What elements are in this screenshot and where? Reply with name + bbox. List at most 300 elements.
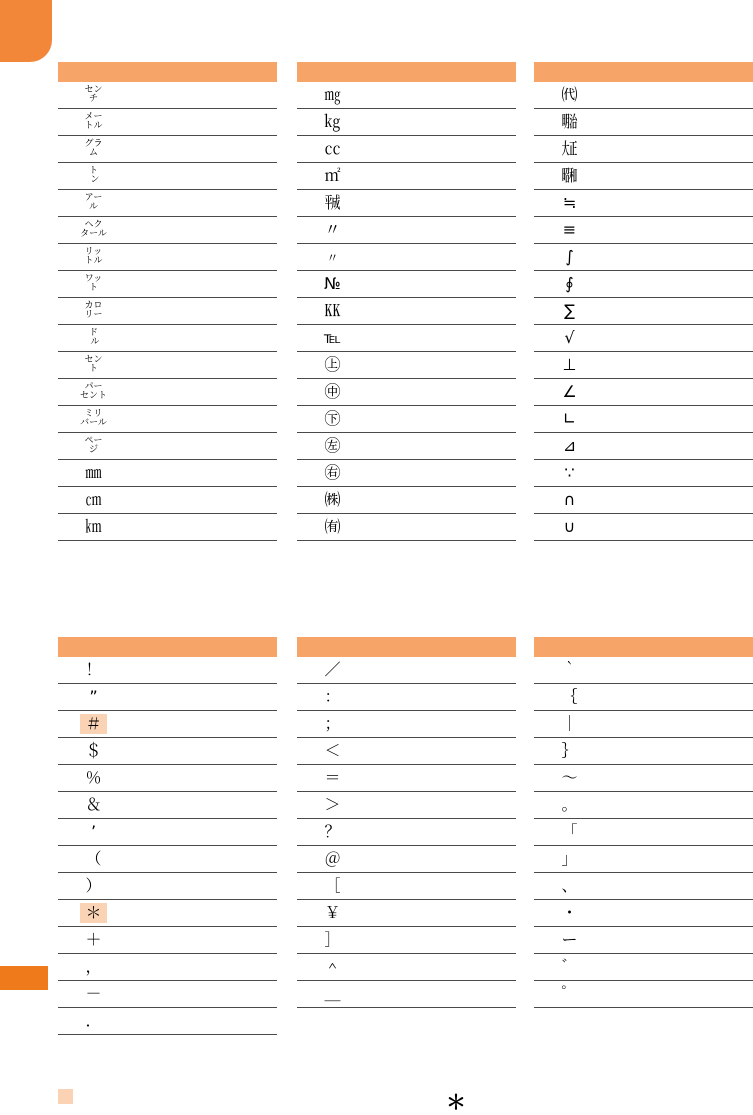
description-cell bbox=[129, 82, 277, 109]
table-row bbox=[58, 244, 277, 271]
punctuation-table-2 bbox=[297, 637, 516, 1008]
description-cell bbox=[368, 765, 516, 792]
description-cell bbox=[605, 819, 753, 846]
table-row bbox=[297, 244, 516, 271]
symbol-cell bbox=[58, 487, 129, 514]
description-cell bbox=[129, 325, 277, 352]
symbol-glyph: 」 bbox=[561, 849, 578, 868]
description-cell bbox=[368, 460, 516, 487]
description-cell bbox=[368, 819, 516, 846]
description-cell bbox=[605, 271, 753, 298]
symbol-cell bbox=[534, 82, 605, 109]
symbol-cell bbox=[534, 487, 605, 514]
symbol-cell bbox=[534, 765, 605, 792]
table-row bbox=[534, 244, 753, 271]
legend-highlight-swatch bbox=[58, 1089, 73, 1104]
description-cell bbox=[605, 109, 753, 136]
symbol-glyph: ［ bbox=[324, 876, 341, 895]
table-row bbox=[58, 190, 277, 217]
symbol-cell bbox=[58, 271, 129, 298]
description-cell bbox=[605, 244, 753, 271]
symbol-cell bbox=[534, 325, 605, 352]
table-row bbox=[534, 711, 753, 738]
symbol-glyph: ㈹ bbox=[561, 85, 578, 104]
table-row bbox=[534, 190, 753, 217]
symbol-glyph: ＋ bbox=[85, 930, 102, 949]
description-cell bbox=[129, 460, 277, 487]
description-cell bbox=[605, 514, 753, 541]
symbol-cell bbox=[297, 514, 368, 541]
description-cell bbox=[129, 379, 277, 406]
table-row bbox=[534, 109, 753, 136]
symbol-glyph: ｛ bbox=[561, 687, 578, 706]
symbol-glyph: ＾ bbox=[324, 957, 341, 976]
symbol-glyph: ＜ bbox=[324, 741, 341, 760]
description-cell bbox=[368, 82, 516, 109]
description-cell bbox=[368, 163, 516, 190]
symbol-glyph: ＄ bbox=[85, 741, 102, 760]
description-cell bbox=[129, 819, 277, 846]
symbol-glyph: ー bbox=[561, 930, 578, 949]
table-row bbox=[297, 217, 516, 244]
symbol-glyph: ・ bbox=[561, 903, 578, 922]
symbol-cell bbox=[58, 954, 129, 981]
symbol-cell bbox=[534, 657, 605, 684]
symbol-cell bbox=[297, 460, 368, 487]
table-row bbox=[534, 981, 753, 1008]
table-row bbox=[534, 163, 753, 190]
symbol-glyph: 、 bbox=[561, 876, 578, 895]
table-row bbox=[297, 406, 516, 433]
symbol-glyph: ＊ bbox=[80, 903, 106, 923]
table-row bbox=[534, 487, 753, 514]
symbol-cell bbox=[534, 846, 605, 873]
description-cell bbox=[605, 711, 753, 738]
symbol-cell bbox=[534, 298, 605, 325]
table-row bbox=[534, 433, 753, 460]
table-row bbox=[297, 298, 516, 325]
description-cell bbox=[129, 514, 277, 541]
symbol-glyph: ∵ bbox=[564, 463, 575, 482]
table-row bbox=[58, 217, 277, 244]
table-row bbox=[534, 352, 753, 379]
symbol-glyph: ） bbox=[85, 876, 102, 895]
description-cell bbox=[129, 217, 277, 244]
table-row bbox=[534, 738, 753, 765]
symbol-cell bbox=[297, 487, 368, 514]
symbol-cell bbox=[58, 406, 129, 433]
symbol-cell bbox=[534, 738, 605, 765]
symbol-glyph: ト ン bbox=[88, 165, 100, 185]
table-row bbox=[297, 136, 516, 163]
symbol-glyph: ㏍ bbox=[324, 301, 341, 320]
header-description bbox=[605, 637, 753, 657]
symbol-glyph: ℡ bbox=[323, 328, 342, 347]
table-row bbox=[297, 433, 516, 460]
table-row bbox=[58, 109, 277, 136]
punctuation-table-1 bbox=[58, 637, 277, 1035]
table-row bbox=[297, 325, 516, 352]
description-cell bbox=[368, 406, 516, 433]
symbol-cell bbox=[297, 873, 368, 900]
symbol-cell bbox=[58, 819, 129, 846]
symbol-cell bbox=[297, 298, 368, 325]
table-row bbox=[534, 460, 753, 487]
description-cell bbox=[605, 406, 753, 433]
math-symbol-table bbox=[534, 62, 753, 541]
table-row bbox=[297, 846, 516, 873]
header-description bbox=[368, 62, 516, 82]
description-cell bbox=[129, 711, 277, 738]
table-row bbox=[297, 352, 516, 379]
punctuation-table-3 bbox=[534, 637, 753, 1008]
description-cell bbox=[605, 657, 753, 684]
symbol-cell bbox=[534, 460, 605, 487]
symbol-glyph: № bbox=[324, 274, 341, 293]
footnote-star: ＊ bbox=[446, 1090, 466, 1114]
symbol-cell bbox=[534, 244, 605, 271]
description-cell bbox=[368, 684, 516, 711]
symbol-glyph: ⊥ bbox=[562, 355, 577, 374]
description-cell bbox=[129, 487, 277, 514]
symbol-cell bbox=[297, 271, 368, 298]
description-cell bbox=[605, 765, 753, 792]
symbol-cell bbox=[297, 711, 368, 738]
symbol-glyph: ㊨ bbox=[324, 463, 341, 482]
symbol-glyph: ￥ bbox=[324, 903, 341, 922]
symbol-cell bbox=[58, 109, 129, 136]
table-row bbox=[534, 325, 753, 352]
table-row bbox=[58, 900, 277, 927]
symbol-cell bbox=[58, 873, 129, 900]
description-cell bbox=[368, 981, 516, 1008]
table-row bbox=[297, 514, 516, 541]
description-cell bbox=[605, 298, 753, 325]
description-cell bbox=[129, 846, 277, 873]
symbol-cell bbox=[534, 217, 605, 244]
table-row bbox=[58, 487, 277, 514]
symbol-cell bbox=[58, 514, 129, 541]
symbol-cell bbox=[58, 433, 129, 460]
description-cell bbox=[605, 82, 753, 109]
symbol-glyph: ㊥ bbox=[324, 382, 341, 401]
table-row bbox=[534, 900, 753, 927]
symbol-cell bbox=[58, 846, 129, 873]
table-row bbox=[297, 379, 516, 406]
symbol-cell bbox=[297, 819, 368, 846]
table-row bbox=[58, 711, 277, 738]
symbol-cell bbox=[297, 927, 368, 954]
symbol-cell bbox=[534, 109, 605, 136]
description-cell bbox=[129, 927, 277, 954]
header-symbol bbox=[58, 637, 129, 657]
symbol-glyph: ㍾ bbox=[561, 112, 578, 131]
description-cell bbox=[605, 379, 753, 406]
symbol-cell bbox=[58, 657, 129, 684]
symbol-glyph: （ bbox=[85, 849, 102, 868]
symbol-cell bbox=[297, 109, 368, 136]
symbol-cell bbox=[534, 190, 605, 217]
table-row bbox=[297, 873, 516, 900]
symbol-glyph: ＿ bbox=[324, 984, 341, 1003]
symbol-cell bbox=[297, 981, 368, 1008]
table-row bbox=[297, 271, 516, 298]
symbol-cell bbox=[58, 325, 129, 352]
description-cell bbox=[368, 109, 516, 136]
table-row bbox=[297, 684, 516, 711]
table-row bbox=[534, 873, 753, 900]
table-row bbox=[297, 460, 516, 487]
symbol-cell bbox=[297, 657, 368, 684]
header-symbol bbox=[534, 62, 605, 82]
table-row bbox=[58, 325, 277, 352]
description-cell bbox=[605, 217, 753, 244]
description-cell bbox=[129, 900, 277, 927]
description-cell bbox=[129, 109, 277, 136]
symbol-glyph: ㍽ bbox=[561, 139, 578, 158]
symbol-cell bbox=[534, 981, 605, 1008]
abbreviation-symbol-table bbox=[297, 62, 516, 541]
symbol-glyph: ㎞ bbox=[85, 517, 102, 536]
symbol-cell bbox=[534, 514, 605, 541]
description-cell bbox=[129, 244, 277, 271]
symbol-cell bbox=[297, 163, 368, 190]
symbol-glyph: ㍼ bbox=[561, 166, 578, 185]
description-cell bbox=[129, 163, 277, 190]
symbol-cell bbox=[297, 792, 368, 819]
description-cell bbox=[605, 792, 753, 819]
table-row bbox=[297, 163, 516, 190]
symbol-glyph: ∠ bbox=[562, 382, 577, 401]
symbol-cell bbox=[534, 352, 605, 379]
description-cell bbox=[368, 433, 516, 460]
table-row bbox=[297, 819, 516, 846]
symbol-cell bbox=[58, 981, 129, 1008]
description-cell bbox=[368, 136, 516, 163]
symbol-glyph: セン チ bbox=[84, 84, 103, 104]
description-cell bbox=[368, 657, 516, 684]
symbol-cell bbox=[58, 765, 129, 792]
symbol-glyph: ｝ bbox=[561, 741, 578, 760]
symbol-glyph: ｜ bbox=[561, 714, 578, 733]
symbol-cell bbox=[58, 927, 129, 954]
description-cell bbox=[605, 873, 753, 900]
table-row bbox=[297, 792, 516, 819]
symbol-glyph: ⊿ bbox=[562, 436, 577, 455]
symbol-glyph: ∑ bbox=[564, 301, 575, 320]
symbol-glyph: ㎡ bbox=[324, 166, 341, 185]
symbol-glyph: ペー ジ bbox=[84, 435, 103, 455]
header-symbol bbox=[297, 62, 368, 82]
symbol-cell bbox=[297, 352, 368, 379]
symbol-cell bbox=[58, 900, 129, 927]
description-cell bbox=[605, 352, 753, 379]
symbol-cell bbox=[534, 873, 605, 900]
description-cell bbox=[129, 738, 277, 765]
symbol-cell bbox=[534, 927, 605, 954]
table-row bbox=[534, 819, 753, 846]
description-cell bbox=[605, 325, 753, 352]
symbol-glyph: ’ bbox=[90, 822, 97, 841]
symbol-glyph: メー トル bbox=[84, 111, 103, 131]
symbol-glyph: ゜ bbox=[561, 984, 578, 1003]
table-row bbox=[297, 109, 516, 136]
description-cell bbox=[605, 846, 753, 873]
header-symbol bbox=[534, 637, 605, 657]
description-cell bbox=[129, 406, 277, 433]
description-cell bbox=[368, 271, 516, 298]
table-row bbox=[58, 819, 277, 846]
symbol-cell bbox=[297, 244, 368, 271]
symbol-cell bbox=[534, 819, 605, 846]
table-row bbox=[534, 684, 753, 711]
description-cell bbox=[605, 927, 753, 954]
symbol-glyph: ： bbox=[324, 687, 341, 706]
symbol-glyph: カロ リー bbox=[84, 300, 103, 320]
table-row bbox=[58, 352, 277, 379]
table-row bbox=[297, 711, 516, 738]
symbol-glyph: ～ bbox=[561, 768, 578, 787]
symbol-cell bbox=[297, 325, 368, 352]
symbol-cell bbox=[297, 433, 368, 460]
table-row bbox=[534, 954, 753, 981]
table-row bbox=[58, 82, 277, 109]
table-row bbox=[534, 657, 753, 684]
symbol-glyph: 「 bbox=[561, 822, 578, 841]
symbol-glyph: ＆ bbox=[85, 795, 102, 814]
symbol-glyph: ∮ bbox=[565, 274, 574, 293]
table-row bbox=[58, 765, 277, 792]
symbol-glyph: ㎎ bbox=[324, 85, 341, 104]
symbol-cell bbox=[58, 352, 129, 379]
table-row bbox=[58, 460, 277, 487]
symbol-cell bbox=[58, 792, 129, 819]
description-cell bbox=[129, 954, 277, 981]
table-row bbox=[297, 487, 516, 514]
description-cell bbox=[368, 325, 516, 352]
symbol-glyph: パー セント bbox=[79, 381, 107, 401]
symbol-cell bbox=[297, 82, 368, 109]
description-cell bbox=[605, 190, 753, 217]
table-row bbox=[58, 433, 277, 460]
table-row bbox=[58, 927, 277, 954]
description-cell bbox=[368, 711, 516, 738]
symbol-glyph: ＠ bbox=[324, 849, 341, 868]
symbol-cell bbox=[297, 846, 368, 873]
symbol-cell bbox=[297, 379, 368, 406]
description-cell bbox=[368, 244, 516, 271]
symbol-glyph: √ bbox=[564, 328, 575, 347]
table-row bbox=[58, 684, 277, 711]
table-row bbox=[58, 298, 277, 325]
symbol-cell bbox=[534, 163, 605, 190]
symbol-cell bbox=[58, 136, 129, 163]
symbol-glyph: リッ トル bbox=[84, 246, 103, 266]
description-cell bbox=[605, 954, 753, 981]
description-cell bbox=[368, 379, 516, 406]
symbol-glyph: － bbox=[85, 984, 102, 1003]
description-cell bbox=[368, 954, 516, 981]
description-cell bbox=[129, 352, 277, 379]
description-cell bbox=[129, 873, 277, 900]
symbol-cell bbox=[534, 954, 605, 981]
header-description bbox=[605, 62, 753, 82]
table-row bbox=[534, 271, 753, 298]
symbol-cell bbox=[534, 379, 605, 406]
description-cell bbox=[368, 352, 516, 379]
table-row bbox=[297, 738, 516, 765]
symbol-cell bbox=[58, 163, 129, 190]
symbol-glyph: アー ル bbox=[84, 192, 103, 212]
description-cell bbox=[368, 514, 516, 541]
description-cell bbox=[129, 271, 277, 298]
description-cell bbox=[129, 136, 277, 163]
symbol-glyph: ； bbox=[324, 714, 341, 733]
table-row bbox=[534, 406, 753, 433]
symbol-cell bbox=[297, 684, 368, 711]
table-row bbox=[58, 163, 277, 190]
description-cell bbox=[605, 433, 753, 460]
description-cell bbox=[368, 846, 516, 873]
table-row bbox=[58, 846, 277, 873]
symbol-glyph: グラ ム bbox=[84, 138, 103, 158]
symbol-glyph: ＞ bbox=[324, 795, 341, 814]
table-row bbox=[297, 82, 516, 109]
symbol-glyph: ㍻ bbox=[324, 193, 341, 212]
table-row bbox=[58, 271, 277, 298]
table-row bbox=[534, 298, 753, 325]
symbol-glyph: ㊧ bbox=[324, 436, 341, 455]
symbol-glyph: ／ bbox=[324, 660, 341, 679]
symbol-cell bbox=[58, 738, 129, 765]
symbol-cell bbox=[297, 190, 368, 217]
symbol-glyph: ㎝ bbox=[85, 490, 102, 509]
symbol-glyph: ゛ bbox=[561, 957, 578, 976]
symbol-glyph: ∟ bbox=[562, 409, 577, 428]
table-row bbox=[534, 217, 753, 244]
table-row bbox=[297, 657, 516, 684]
symbol-cell bbox=[58, 711, 129, 738]
table-row bbox=[58, 1008, 277, 1035]
symbol-glyph: ワッ ト bbox=[84, 273, 103, 293]
table-row bbox=[297, 954, 516, 981]
description-cell bbox=[129, 765, 277, 792]
symbol-cell bbox=[534, 433, 605, 460]
symbol-glyph: ㎏ bbox=[324, 112, 341, 131]
symbol-cell bbox=[297, 217, 368, 244]
symbol-cell bbox=[534, 271, 605, 298]
symbol-glyph: ∪ bbox=[563, 517, 576, 536]
symbol-glyph: 〃 bbox=[326, 250, 339, 265]
table-row bbox=[534, 82, 753, 109]
symbol-cell bbox=[58, 82, 129, 109]
description-cell bbox=[129, 433, 277, 460]
table-row bbox=[58, 954, 277, 981]
table-row bbox=[297, 927, 516, 954]
header-description bbox=[368, 637, 516, 657]
symbol-glyph: セン ト bbox=[84, 354, 103, 374]
description-cell bbox=[605, 981, 753, 1008]
symbol-glyph: ㈲ bbox=[324, 517, 341, 536]
description-cell bbox=[129, 190, 277, 217]
table-row bbox=[58, 136, 277, 163]
symbol-glyph: ミリ バール bbox=[80, 408, 107, 428]
symbol-cell bbox=[58, 298, 129, 325]
table-row bbox=[297, 900, 516, 927]
symbol-cell bbox=[58, 460, 129, 487]
symbol-cell bbox=[534, 406, 605, 433]
description-cell bbox=[605, 163, 753, 190]
